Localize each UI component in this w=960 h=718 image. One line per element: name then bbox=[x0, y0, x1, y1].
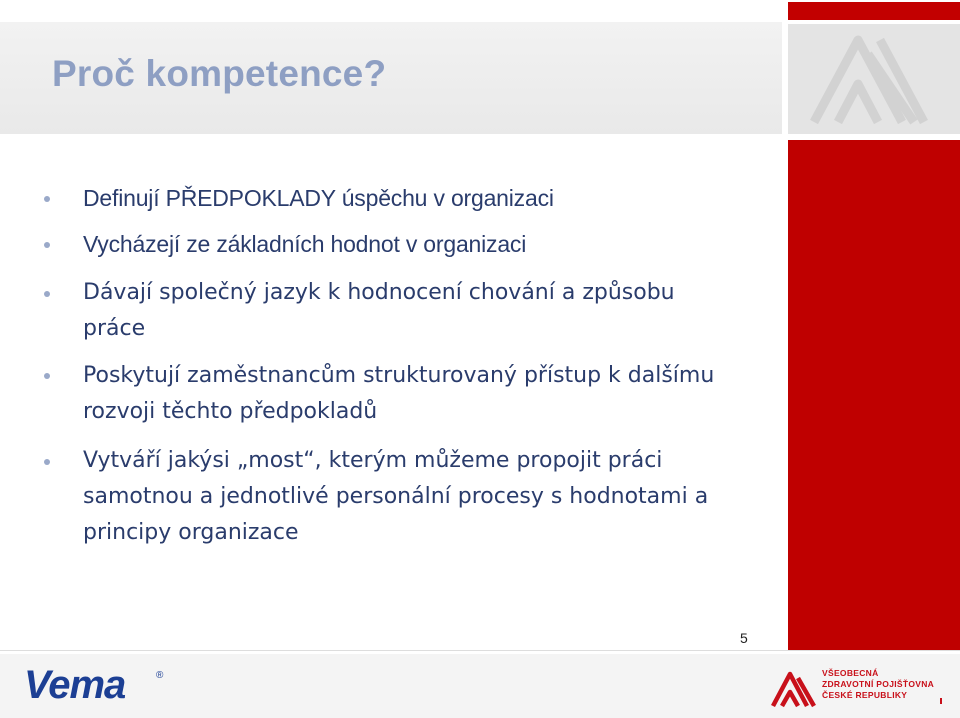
footer-divider bbox=[0, 650, 960, 651]
vzp-logo-icon bbox=[770, 668, 818, 708]
slide-title: Proč kompetence? bbox=[52, 53, 387, 94]
bullet-line: Poskytují zaměstnancům strukturovaný přístup k dalšímu bbox=[83, 363, 715, 388]
bullet-line: samotnou a jednotlivé personální procesy s hodnotami a bbox=[83, 484, 709, 509]
vzp-name bbox=[822, 668, 934, 701]
vzp-name-line: ZDRAVOTNÍ POJIŠŤOVNA bbox=[822, 679, 935, 689]
bullet-marker bbox=[44, 291, 50, 297]
bullet-line: rozvoji těchto předpokladů bbox=[83, 399, 378, 424]
bullet-item bbox=[83, 358, 773, 430]
vzp-name-line: VŠEOBECNÁ bbox=[822, 668, 879, 678]
top-red-strip bbox=[788, 2, 960, 20]
bullet-line: Vytváří jakýsi „most“, kterým můžeme propojit práci bbox=[83, 448, 663, 473]
bullet-line: práce bbox=[83, 316, 146, 341]
vema-registered-mark: ® bbox=[156, 670, 164, 681]
vema-logo-icon bbox=[22, 664, 172, 704]
bullet-item bbox=[83, 443, 773, 551]
bullet-line: Dávají společný jazyk k hodnocení chování a způsobu bbox=[83, 280, 675, 305]
bullet-item bbox=[83, 180, 773, 216]
bullet-line: Vycházejí ze základních hodnot v organizaci bbox=[83, 231, 527, 257]
bullet-item bbox=[83, 226, 773, 262]
bullet-line: principy organizace bbox=[83, 520, 299, 545]
bullet-marker bbox=[44, 373, 50, 379]
side-red-bar bbox=[788, 140, 960, 650]
vzp-name-line: ČESKÉ REPUBLIKY bbox=[822, 690, 908, 700]
footer-mark bbox=[940, 698, 942, 704]
bullet-marker bbox=[44, 242, 50, 248]
vema-logo-text: Vema bbox=[24, 664, 126, 704]
page-number: 5 bbox=[740, 630, 748, 646]
bullet-line: Definují PŘEDPOKLADY úspěchu v organizaci bbox=[83, 185, 554, 211]
vzp-watermark-icon bbox=[806, 30, 930, 128]
bullet-marker bbox=[44, 196, 50, 202]
bullet-marker bbox=[44, 459, 50, 465]
bullet-item bbox=[83, 275, 773, 347]
